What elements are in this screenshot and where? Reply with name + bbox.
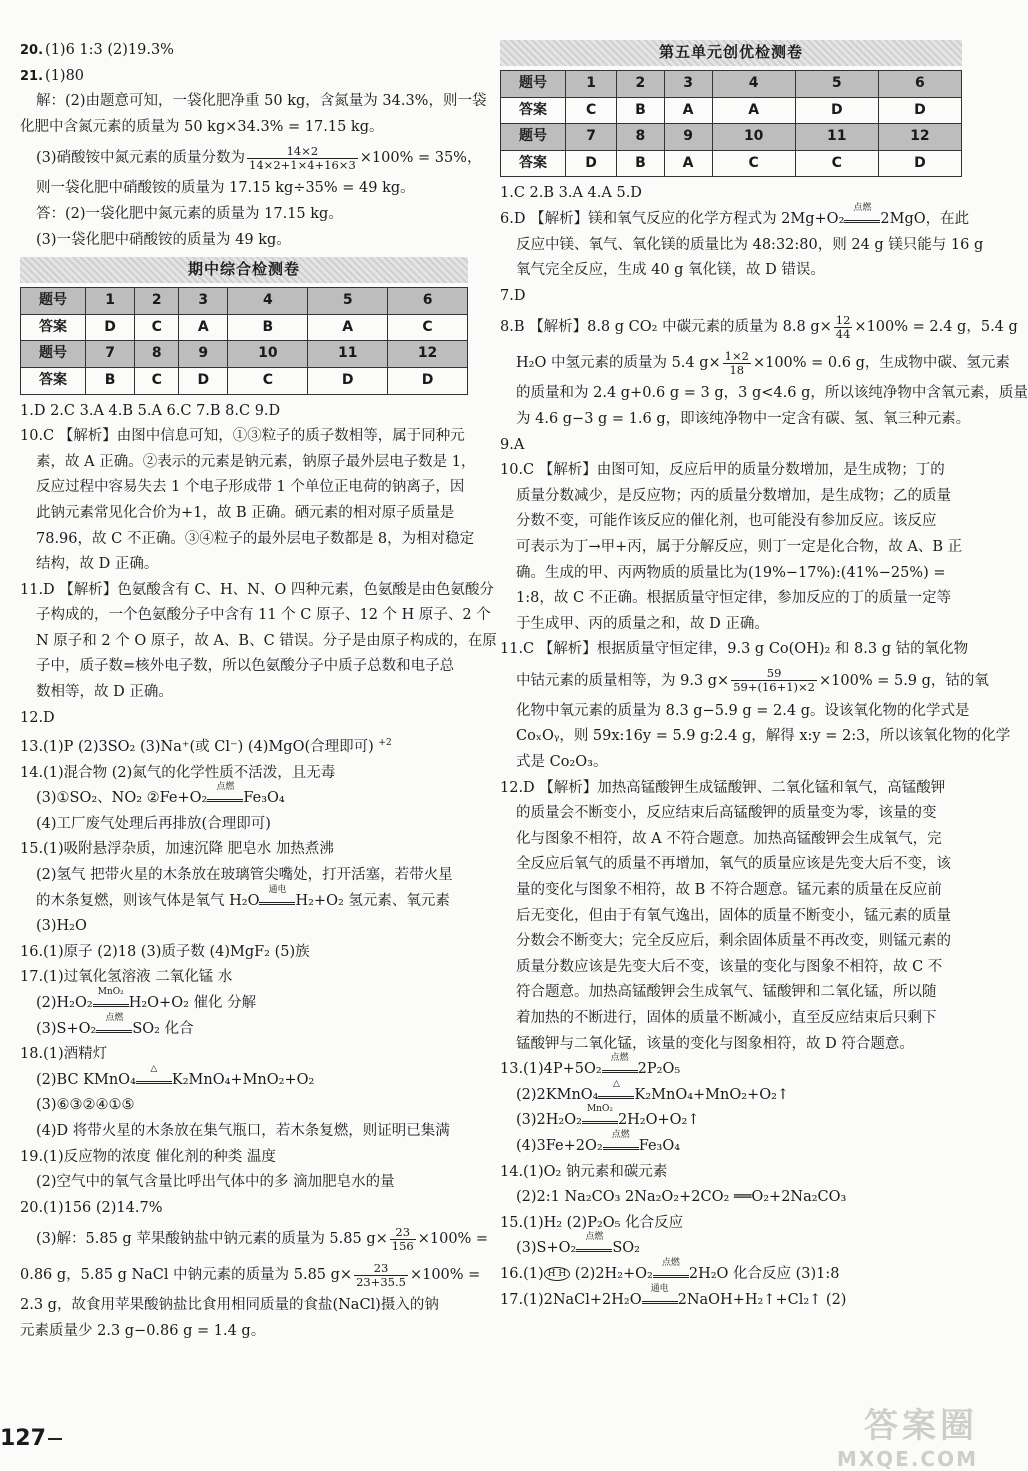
answer-line: 全反应后氧气的质量不再增加，氧气的质量应该是先变大后不变，该: [516, 856, 951, 873]
answer-line: 锰酸钾与二氧化锰，该量的变化与图象相符，故 D 符合题意。: [516, 1035, 914, 1052]
answer-line: 质量分数减少，是反应物；丙的质量分数增加，是生成物；乙的质量: [516, 487, 951, 504]
answer-line: 的质量会不断变小，反应结束后高锰酸钾的质量变为零，该量的变: [516, 805, 937, 822]
fraction: $\frac{23}{156}$: [391, 1224, 414, 1253]
answer-line: 子构成的，一个色氨酸分子中含有 11 个 C 原子、12 个 H 原子、2 个: [36, 607, 491, 624]
answer-line: (2)2:1 Na₂CO₃ 2Na₂O₂+2CO₂ ══O₂+2Na₂CO₃: [516, 1189, 847, 1206]
answer-line: N 原子和 2 个 O 原子，故 A、B、C 错误。分子是由原子构成的，在原: [36, 632, 497, 649]
answer-line: 21. (1)80: [20, 67, 85, 84]
reaction-arrow: 点燃: [96, 1022, 132, 1036]
answer-line: (2)空气中的氧气含量比呼出气体中的多 滴加肥皂水的量: [36, 1174, 395, 1191]
reaction-arrow: 通电: [642, 1293, 678, 1307]
answer-line: 分数不变，可能作该反应的催化剂，也可能没有参加反应。该反应: [516, 513, 937, 530]
answer-line: (4)D 将带火星的木条放在集气瓶口，若木条复燃，则证明已集满: [36, 1122, 450, 1139]
answer-line: 0.86 g，5.85 g NaCl 中钠元素的质量为 5.85 g× $\frac{23}{23+35.5}$ ×100% =: [20, 1260, 481, 1289]
reaction-arrow: 点燃: [653, 1267, 689, 1281]
answer-line: 后无变化，但由于有氧气逸出，固体的质量不断变小，锰元素的质量: [516, 907, 951, 924]
watermark-logo-text: 答案圈: [864, 1406, 978, 1446]
answer-line: 78.96，故 C 不正确。③④粒子的最外层电子数都是 8，为相对稳定: [36, 530, 475, 547]
answer-line: 于生成甲、丙的质量之和，故 D 正确。: [516, 615, 769, 632]
answer-line: 答：(2)一袋化肥中氮元素的质量为 17.15 kg。: [36, 205, 343, 222]
answer-line: 12.D: [20, 709, 55, 726]
answer-line: 化与图象不相符，故 A 不符合题意。加热高锰酸钾会生成氧气，完: [516, 830, 942, 847]
left-column: [20, 38, 497, 1345]
reaction-arrow: 点燃: [576, 1241, 612, 1255]
answer-line: 10.C 【解析】由图中信息可知，①③粒子的质子数相等，属于同种元: [20, 428, 465, 445]
answer-line: CoₓOᵧ，则 59x:16y = 5.9 g:2.4 g，解得 x:y = 2:3，所以该氧化物的化学: [516, 728, 1011, 745]
answer-line: 16.(1)原子 (2)18 (3)质子数 (4)MgF₂ (5)族: [20, 943, 310, 960]
answer-line: 素，故 A 正确。②表示的元素是钠元素，钠原子最外层电子数是 1，: [36, 453, 476, 470]
answer-line: 20. (1)6 1:3 (2)19.3%: [20, 42, 174, 58]
answer-line: 式是 Co₂O₃。: [516, 754, 608, 771]
answer-line: 9.A: [500, 436, 525, 453]
answer-line: 则一袋化肥中硝酸铵的质量为 17.15 kg÷35% = 49 kg。: [36, 180, 415, 197]
section-banner: 期中综合检测卷: [20, 257, 468, 283]
answer-line: 15.(1)H₂ (2)P₂O₅ 化合反应: [500, 1214, 684, 1231]
answer-line: 量的变化与图象不相符，故 B 不符合题意。锰元素的质量在反应前: [516, 882, 942, 899]
answer-table: 题号 1 2 3 4 5 6 答案 D C A B A C 题号 7 8 9 10 11 12 答案 B C D C D D: [20, 287, 468, 394]
answer-line: 结构，故 D 正确。: [36, 556, 159, 573]
answer-line: 11.C 【解析】根据质量守恒定律，9.3 g Co(OH)₂ 和 8.3 g 钴的氧化物: [500, 641, 969, 658]
watermark-url: MXQE.COM: [836, 1447, 978, 1471]
answer-line: (3)⑥③②④①⑤: [36, 1097, 135, 1114]
answer-line: (3)①SO₂、NO₂ ②Fe+O₂ 点燃 Fe₃O₄: [36, 782, 285, 807]
right-column: [500, 38, 1028, 1313]
reaction-arrow: 通电: [259, 894, 295, 908]
answer-line: 数相等，故 D 正确。: [36, 684, 173, 701]
answer-line: (3)H₂O: [36, 918, 87, 935]
answer-line: 1:8，故 C 不正确。根据质量守恒定律，参加反应的丁的质量一定等: [516, 590, 952, 607]
reaction-arrow: MnO₂: [582, 1113, 618, 1127]
reaction-arrow: △: [136, 1073, 172, 1087]
answer-line: (3)2H₂O₂ MnO₂ 2H₂O+O₂↑: [516, 1104, 700, 1129]
answer-line: 19.(1)反应物的浓度 催化剂的种类 温度: [20, 1148, 276, 1165]
answer-line: 化物中氧元素的质量为 8.3 g−5.9 g = 2.4 g。设该氧化物的化学式是: [516, 702, 970, 719]
fraction: $\frac{59}{59+(16+1)\times 2}$: [733, 666, 815, 695]
answer-line: 的木条复燃，则该气体是氧气 H₂O 通电 H₂+O₂ 氢元素、氧元素: [36, 884, 450, 909]
answer-line: (3)硝酸铵中氮元素的质量分数为 $\frac{14\times 2}{14\times 2+1\times 4+16\times 3}$ ×100% = 35%，: [36, 143, 482, 172]
answer-line: (2)BC KMnO₄ △ K₂MnO₄+MnO₂+O₂: [36, 1063, 315, 1088]
answer-line: 反应中镁、氧气、氧化镁的质量比为 48:32:80，则 24 g 镁只能与 16 g: [516, 236, 984, 253]
answer-line: 17.(1)2NaCl+2H₂O 通电 2NaOH+H₂↑+Cl₂↑ (2): [500, 1283, 847, 1308]
answer-line: 子中，质子数=核外电子数，所以色氨酸分子中质子总数和电子总: [36, 658, 455, 675]
answer-line: (3)解：5.85 g 苹果酸钠盐中钠元素的质量为 5.85 g× $\frac{23}{156}$ ×100% =: [36, 1224, 489, 1253]
answer-line: 的质量和为 2.4 g+0.6 g = 3 g，3 g<4.6 g，所以该纯净物中含氧元素，质量: [516, 385, 1028, 402]
answer-line: 15.(1)吸附悬浮杂质，加速沉降 肥皂水 加热煮沸: [20, 841, 334, 858]
answer-line: 12.D 【解析】加热高锰酸钾生成锰酸钾、二氧化锰和氧气，高锰酸钾: [500, 779, 946, 796]
reaction-arrow: 点燃: [844, 212, 880, 226]
answer-line: 分数会不断变大；完全反应后，剩余固体质量不再改变，则锰元素的: [516, 933, 951, 950]
answer-line: (3)一袋化肥中硝酸铵的质量为 49 kg。: [36, 231, 291, 248]
answer-line: 8.B 【解析】8.8 g CO₂ 中碳元素的质量为 8.8 g× $\frac{12}{44}$ ×100% = 2.4 g，5.4 g: [500, 312, 1018, 341]
answer-line: 10.C 【解析】由图可知，反应后甲的质量分数增加，是生成物；丁的: [500, 462, 945, 479]
answer-line: H₂O 中氢元素的质量为 5.4 g× $\frac{1\times 2}{18}$ ×100% = 0.6 g，生成物中碳、氢元素: [516, 348, 1010, 377]
reaction-arrow: △: [598, 1088, 634, 1102]
fraction: $\frac{14\times 2}{14\times 2+1\times 4+16\times 3}$: [249, 143, 356, 172]
answer-line: 1.C 2.B 3.A 4.A 5.D: [500, 185, 642, 202]
answer-line: 反应过程中容易失去 1 个电子形成带 1 个单位正电荷的钠离子，因: [36, 479, 465, 496]
answer-line: 着加热的不断进行，固体的质量不断减小，直至反应结束后只剩下: [516, 1010, 937, 1026]
reaction-arrow: 点燃: [207, 791, 243, 805]
reaction-arrow: MnO₂: [93, 996, 129, 1010]
answer-line: 16.(1) H H (2)2H₂+O₂ 点燃 2H₂O 化合反应 (3)1:8: [500, 1257, 840, 1282]
answer-line: 13.(1)P (2)3SO₂ (3)Na⁺(或 Cl⁻) (4)MgO(合理即可) $^{+2}$: [20, 738, 392, 756]
answer-line: 质量分数应该是先变大后不变，该量的变化与图象不相符，故 C 不: [516, 958, 943, 975]
answer-line: (4)工厂废气处理后再排放(合理即可): [36, 815, 271, 832]
answer-line: 可表示为丁→甲+丙，属于分解反应，则丁一定是化合物，故 A、B 正: [516, 538, 963, 555]
answer-line: 17.(1)过氧化氢溶液 二氧化锰 水: [20, 969, 233, 986]
answer-line: 此钠元素常见化合价为+1，故 B 正确。硒元素的相对原子质量是: [36, 504, 455, 521]
answer-line: 20.(1)156 (2)14.7%: [20, 1199, 163, 1216]
page-number: 127: [0, 1426, 62, 1451]
answer-line: 解：(2)由题意可知，一袋化肥净重 50 kg，含氮量为 34.3%，则一袋: [36, 93, 487, 110]
answer-line: 化肥中含氮元素的质量为 50 kg×34.3% = 17.15 kg。: [20, 118, 384, 135]
fraction: $\frac{12}{44}$: [835, 312, 851, 341]
answer-line: 13.(1)4P+5O₂ 点燃 2P₂O₅: [500, 1053, 681, 1078]
fraction: $\frac{23}{23+35.5}$: [356, 1260, 406, 1289]
answer-line: (3)S+O₂ 点燃 SO₂: [516, 1232, 640, 1257]
answer-table: 题号 1 2 3 4 5 6 答案 C B A A D D 题号 7 8 9 10 11 12 答案 D B A C C D: [500, 70, 962, 177]
answer-line: 7.D: [500, 287, 526, 304]
answer-line: (2)2KMnO₄ △ K₂MnO₄+MnO₂+O₂↑: [516, 1078, 790, 1103]
watermark: [837, 1398, 978, 1471]
answer-line: 14.(1)混合物 (2)氮气的化学性质不活泼，且无毒: [20, 764, 336, 781]
answer-line: 6.D 【解析】镁和氧气反应的化学方程式为 2Mg+O₂ 点燃 2MgO，在此: [500, 202, 970, 227]
answer-line: (4)3Fe+2O₂ 点燃 Fe₃O₄: [516, 1129, 681, 1154]
answer-line: 14.(1)O₂ 钠元素和碳元素: [500, 1163, 668, 1180]
section-banner: 第五单元创优检测卷: [500, 40, 962, 66]
answer-line: 为 4.6 g−3 g = 1.6 g，即该纯净物中一定含有碳、氢、氧三种元素。: [516, 410, 971, 427]
answer-line: 符合题意。加热高锰酸钾会生成氧气、锰酸钾和二氧化锰，所以随: [516, 984, 937, 1001]
fraction: $\frac{1\times 2}{18}$: [724, 348, 749, 377]
atom-model-icon: H H: [544, 1267, 571, 1281]
answer-line: 氧气完全反应，生成 40 g 氧化镁，故 D 错误。: [516, 262, 825, 279]
reaction-arrow: 点燃: [602, 1062, 638, 1076]
answer-line: 1.D 2.C 3.A 4.B 5.A 6.C 7.B 8.C 9.D: [20, 402, 281, 419]
answer-line: 2.3 g，故食用苹果酸钠盐比食用相同质量的食盐(NaCl)摄入的钠: [20, 1297, 439, 1314]
answer-line: (3)S+O₂ 点燃 SO₂ 化合: [36, 1012, 194, 1037]
answer-line: 确。生成的甲、丙两物质的质量比为(19%−17%):(41%−25%) =: [516, 564, 946, 581]
answer-line: (2)H₂O₂ MnO₂ H₂O+O₂ 催化 分解: [36, 987, 257, 1012]
answer-line: 11.D 【解析】色氨酸含有 C、H、N、O 四种元素，色氨酸是由色氨酸分: [20, 581, 494, 598]
answer-line: (2)氢气 把带火星的木条放在玻璃管尖嘴处，打开活塞，若带火星: [36, 867, 453, 884]
answer-line: 元素质量少 2.3 g−0.86 g = 1.4 g。: [20, 1322, 266, 1339]
answer-line: 中钴元素的质量相等，为 9.3 g× $\frac{59}{59+(16+1)\times 2}$ ×100% = 5.9 g，钴的氧: [516, 666, 989, 695]
reaction-arrow: 点燃: [603, 1139, 639, 1153]
answer-line: 18.(1)酒精灯: [20, 1046, 108, 1063]
